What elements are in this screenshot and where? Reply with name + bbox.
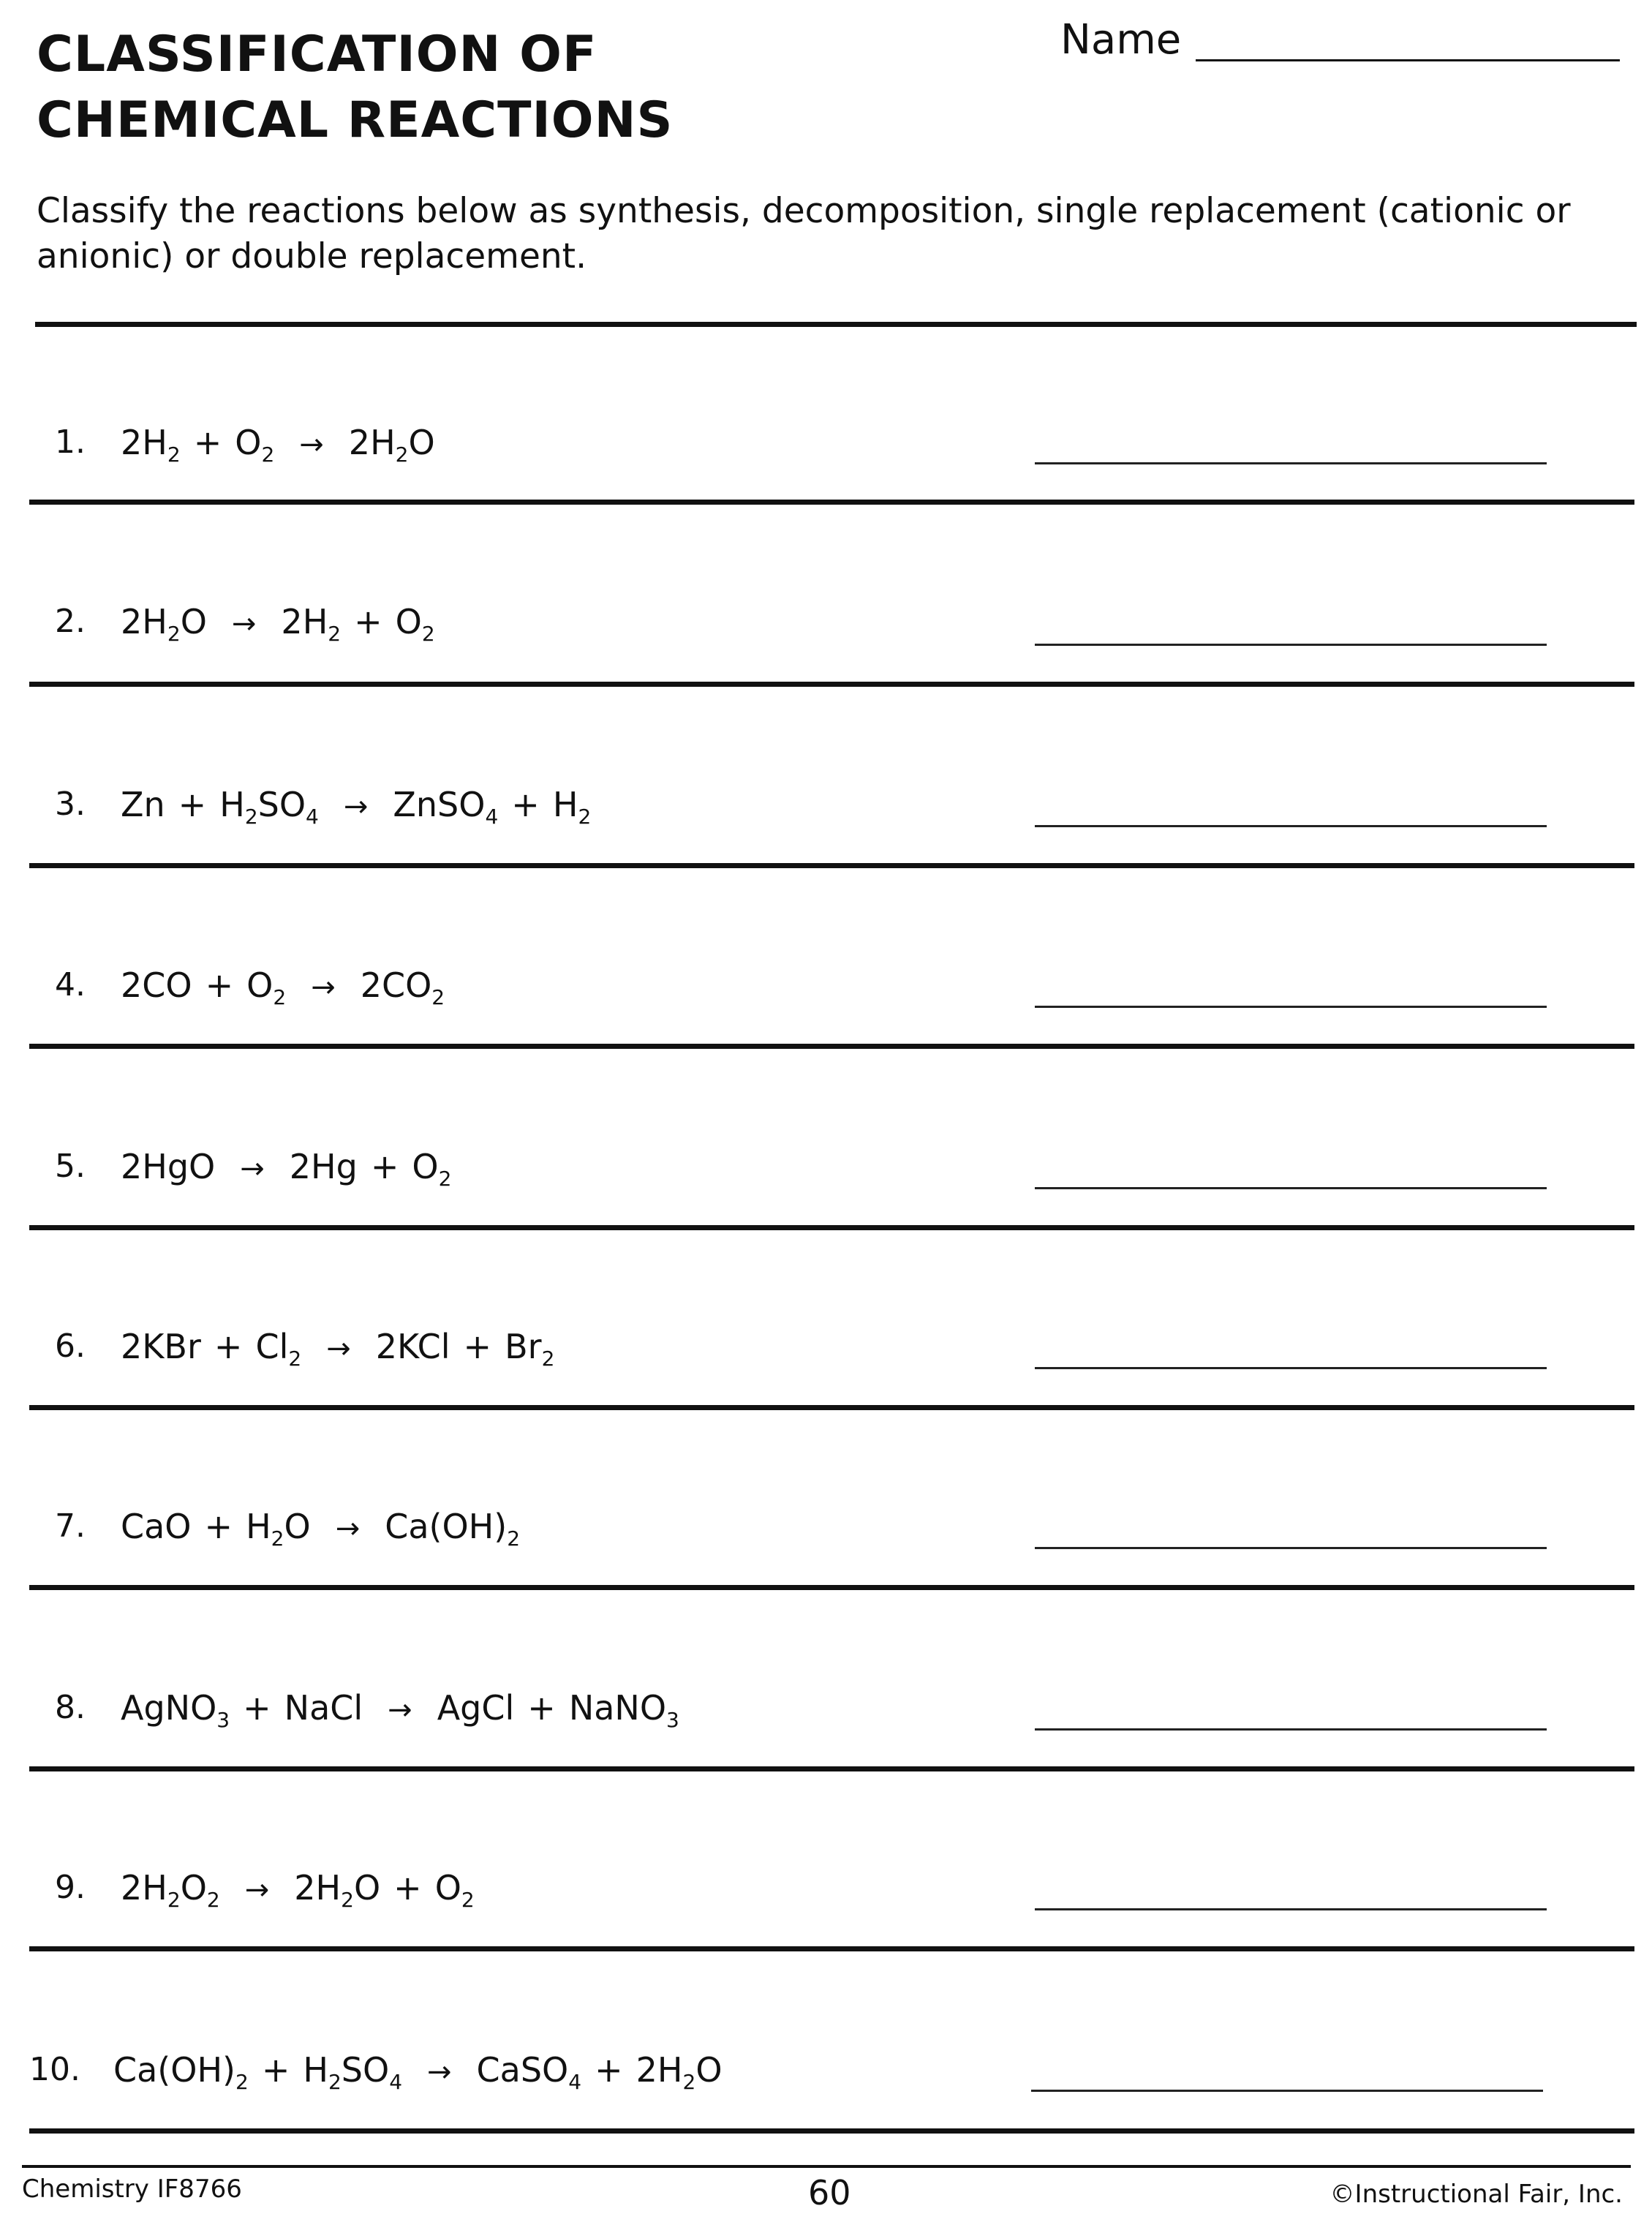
answer-blank-line[interactable] <box>1035 1728 1547 1731</box>
answer-blank-line[interactable] <box>1035 825 1547 827</box>
reaction-equation: $2H_2O \to 2H_2 + O_2$ <box>121 602 435 646</box>
answer-blank-line[interactable] <box>1035 1547 1547 1549</box>
question-number: 7. <box>55 1507 86 1545</box>
answer-blank-line[interactable] <box>1035 462 1547 464</box>
reaction-equation: $2CO + O_2 \to 2CO_2$ <box>121 965 445 1009</box>
page-number: 60 <box>808 2173 851 2213</box>
question-10 <box>0 1947 1652 2130</box>
question-3 <box>0 684 1652 867</box>
name-blank-line[interactable] <box>1196 59 1620 61</box>
question-7 <box>0 1406 1652 1589</box>
question-1 <box>0 322 1652 505</box>
title-line-2: CHEMICAL REACTIONS <box>37 91 674 149</box>
name-field <box>1060 7 1620 66</box>
answer-blank-line[interactable] <box>1035 1367 1547 1369</box>
question-5 <box>0 1046 1652 1229</box>
reaction-equation: AgNO$_3$ + NaCl → AgCl + NaNO$_3$ <box>121 1688 679 1732</box>
answer-blank-line[interactable] <box>1035 1187 1547 1189</box>
question-number: 6. <box>55 1328 86 1365</box>
answer-blank-line[interactable] <box>1031 2090 1543 2092</box>
question-divider <box>29 2128 1634 2134</box>
instructions-text: Classify the reactions below as synthesis, decomposition, single replacement (cationic or anionic) or double replacement. <box>37 191 1571 276</box>
question-8 <box>0 1587 1652 1770</box>
reaction-equation: $2H_2O_2 \to 2H_2O + O_2$ <box>121 1868 475 1912</box>
name-label: Name <box>1060 16 1182 64</box>
title-line-1: CLASSIFICATION OF <box>37 26 597 83</box>
question-number: 9. <box>55 1869 86 1906</box>
reaction-equation: $Ca(OH)_2 + H_2SO_4$ → CaSO$_4$ + $2H_2O$ <box>113 2050 723 2094</box>
reaction-equation: $2H_2 + O_2 \to 2H_2O$ <box>121 423 435 467</box>
question-6 <box>0 1226 1652 1409</box>
answer-blank-line[interactable] <box>1035 1908 1547 1910</box>
question-number: 1. <box>55 423 86 461</box>
question-number: 2. <box>55 603 86 640</box>
footer-book-code: Chemistry IF8766 <box>22 2174 242 2204</box>
question-number: 3. <box>55 786 86 823</box>
question-number: 8. <box>55 1689 86 1726</box>
reaction-equation: $2KBr + Cl_2 \to 2KCl + Br_2$ <box>121 1327 555 1371</box>
question-4 <box>0 865 1652 1047</box>
worksheet-title <box>37 22 674 154</box>
question-divider <box>29 500 1634 505</box>
question-number: 10. <box>29 2051 80 2088</box>
reaction-equation: $2HgO \to 2Hg + O_2$ <box>121 1147 452 1191</box>
footer-copyright: ©Instructional Fair, Inc. <box>1329 2180 1623 2209</box>
question-number: 5. <box>55 1148 86 1185</box>
footer-rule <box>22 2165 1631 2168</box>
question-9 <box>0 1767 1652 1950</box>
answer-blank-line[interactable] <box>1035 644 1547 646</box>
reaction-equation: CaO + $H_2O \to Ca(OH)_2$ <box>121 1507 521 1551</box>
question-number: 4. <box>55 966 86 1003</box>
question-2 <box>0 505 1652 688</box>
reaction-equation: $Zn + H_2SO_4$ → ZnSO$_4$ + $H_2$ <box>121 785 592 829</box>
answer-blank-line[interactable] <box>1035 1006 1547 1008</box>
